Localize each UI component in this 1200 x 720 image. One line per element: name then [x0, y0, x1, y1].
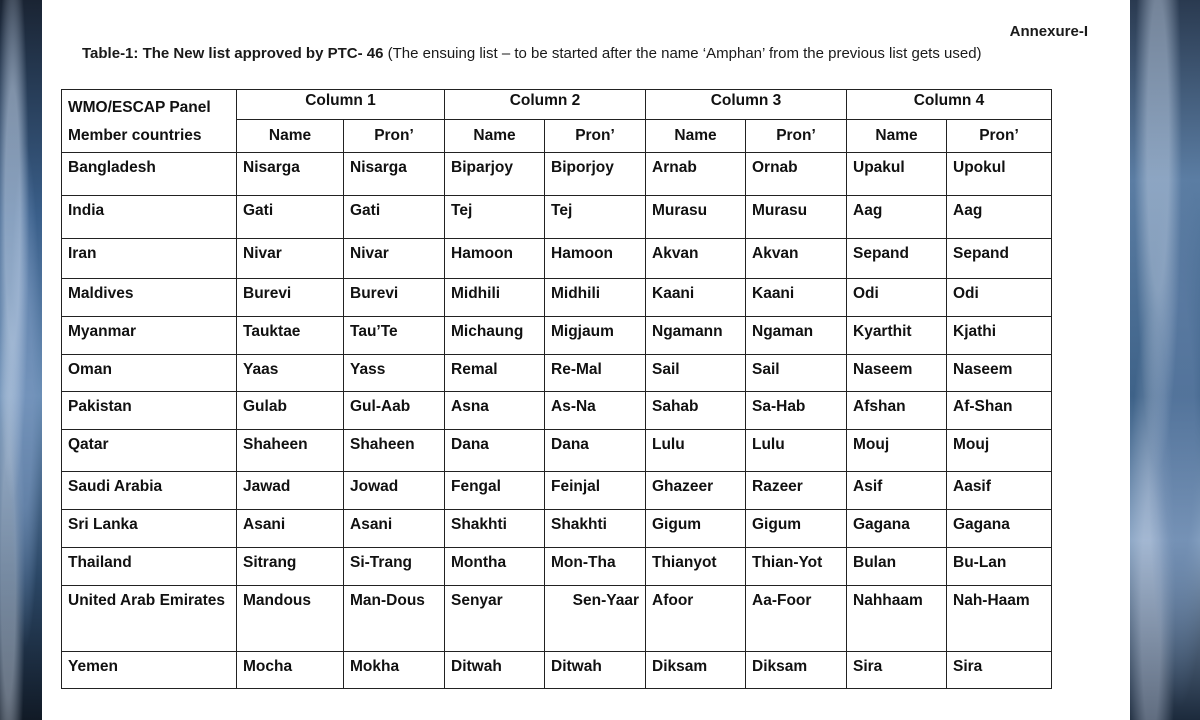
cyclone-name-cell: Kyarthit — [847, 317, 947, 355]
table-row — [62, 430, 1052, 472]
table-caption-title: Table-1: The New list approved by PTC- 46 — [82, 45, 384, 62]
cyclone-name-cell: Remal — [445, 355, 545, 392]
country-cell: Iran — [62, 239, 237, 279]
pronunciation-cell: Nisarga — [344, 153, 445, 196]
country-cell: India — [62, 196, 237, 239]
pronunciation-cell: Mon-Tha — [545, 548, 646, 586]
cyclone-name-cell: Lulu — [646, 430, 746, 472]
pronunciation-cell: Razeer — [746, 472, 847, 510]
document-page — [42, 0, 1130, 720]
pronunciation-cell: Burevi — [344, 279, 445, 317]
pronunciation-cell: Ditwah — [545, 652, 646, 689]
header-panel-countries: WMO/ESCAP Panel Member countries — [62, 90, 237, 153]
pronunciation-cell: Sen-Yaar — [545, 586, 646, 652]
pronunciation-cell: Kjathi — [947, 317, 1052, 355]
pronunciation-cell: Sira — [947, 652, 1052, 689]
pronunciation-cell: Yass — [344, 355, 445, 392]
cyclone-name-cell: Sepand — [847, 239, 947, 279]
table-caption-note: (The ensuing list – to be started after the name ‘Amphan’ from the previous list gets used) — [383, 45, 982, 62]
country-cell: Oman — [62, 355, 237, 392]
pronunciation-cell: Gagana — [947, 510, 1052, 548]
pronunciation-cell: Naseem — [947, 355, 1052, 392]
pronunciation-cell: Asani — [344, 510, 445, 548]
cyclone-name-cell: Akvan — [646, 239, 746, 279]
cyclone-name-cell: Senyar — [445, 586, 545, 652]
pronunciation-cell: Gati — [344, 196, 445, 239]
cyclone-name-cell: Midhili — [445, 279, 545, 317]
table-row — [62, 472, 1052, 510]
pronunciation-cell: Tej — [545, 196, 646, 239]
pronunciation-cell: Odi — [947, 279, 1052, 317]
cyclone-name-cell: Hamoon — [445, 239, 545, 279]
cyclone-name-cell: Nisarga — [237, 153, 344, 196]
subheader-name: Name — [847, 120, 947, 153]
country-cell: Saudi Arabia — [62, 472, 237, 510]
table-row — [62, 153, 1052, 196]
cyclone-name-cell: Nivar — [237, 239, 344, 279]
cyclone-name-cell: Asna — [445, 392, 545, 430]
cyclone-name-cell: Fengal — [445, 472, 545, 510]
cyclone-name-cell: Tauktae — [237, 317, 344, 355]
header-column-1: Column 1 — [237, 90, 445, 120]
pronunciation-cell: Si-Trang — [344, 548, 445, 586]
pronunciation-cell: Gigum — [746, 510, 847, 548]
country-cell: Yemen — [62, 652, 237, 689]
annexure-label: Annexure-I — [1009, 23, 1088, 40]
cyclone-name-cell: Sitrang — [237, 548, 344, 586]
pronunciation-cell: Sa-Hab — [746, 392, 847, 430]
cyclone-name-cell: Naseem — [847, 355, 947, 392]
table-row — [62, 239, 1052, 279]
country-cell: Pakistan — [62, 392, 237, 430]
country-cell: Myanmar — [62, 317, 237, 355]
cyclone-name-cell: Sail — [646, 355, 746, 392]
pronunciation-cell: Migjaum — [545, 317, 646, 355]
table-row — [62, 652, 1052, 689]
pronunciation-cell: Aasif — [947, 472, 1052, 510]
cyclone-name-cell: Asif — [847, 472, 947, 510]
cyclone-name-cell: Sira — [847, 652, 947, 689]
cyclone-name-cell: Gigum — [646, 510, 746, 548]
cyclone-name-cell: Arnab — [646, 153, 746, 196]
country-cell: Qatar — [62, 430, 237, 472]
cyclone-name-cell: Bulan — [847, 548, 947, 586]
cyclone-name-cell: Aag — [847, 196, 947, 239]
cyclone-name-cell: Nahhaam — [847, 586, 947, 652]
cyclone-name-cell: Gati — [237, 196, 344, 239]
pronunciation-cell: Mokha — [344, 652, 445, 689]
table-header-row — [62, 90, 1052, 120]
pronunciation-cell: Nah-Haam — [947, 586, 1052, 652]
pronunciation-cell: Ornab — [746, 153, 847, 196]
cyclone-name-cell: Burevi — [237, 279, 344, 317]
cyclone-name-cell: Yaas — [237, 355, 344, 392]
pronunciation-cell: Shakhti — [545, 510, 646, 548]
cyclone-name-cell: Shaheen — [237, 430, 344, 472]
cyclone-name-cell: Shakhti — [445, 510, 545, 548]
country-cell: Bangladesh — [62, 153, 237, 196]
pronunciation-cell: Tau’Te — [344, 317, 445, 355]
pronunciation-cell: Diksam — [746, 652, 847, 689]
pronunciation-cell: Lulu — [746, 430, 847, 472]
table-row — [62, 196, 1052, 239]
table-row — [62, 355, 1052, 392]
cyclone-name-cell: Dana — [445, 430, 545, 472]
pronunciation-cell: Aag — [947, 196, 1052, 239]
header-column-3: Column 3 — [646, 90, 847, 120]
pronunciation-cell: Jowad — [344, 472, 445, 510]
cyclone-name-cell: Mouj — [847, 430, 947, 472]
pronunciation-cell: Shaheen — [344, 430, 445, 472]
pronunciation-cell: As-Na — [545, 392, 646, 430]
pronunciation-cell: Feinjal — [545, 472, 646, 510]
cyclone-name-cell: Jawad — [237, 472, 344, 510]
cyclone-name-cell: Ditwah — [445, 652, 545, 689]
header-column-2: Column 2 — [445, 90, 646, 120]
cyclone-name-cell: Tej — [445, 196, 545, 239]
pronunciation-cell: Bu-Lan — [947, 548, 1052, 586]
cyclone-name-cell: Thianyot — [646, 548, 746, 586]
pronunciation-cell: Dana — [545, 430, 646, 472]
cyclone-name-cell: Afoor — [646, 586, 746, 652]
table-row — [62, 548, 1052, 586]
cyclone-name-cell: Ghazeer — [646, 472, 746, 510]
cyclone-name-cell: Gulab — [237, 392, 344, 430]
table-row — [62, 510, 1052, 548]
pronunciation-cell: Akvan — [746, 239, 847, 279]
subheader-pron: Pron’ — [746, 120, 847, 153]
table-row — [62, 586, 1052, 652]
cyclone-name-cell: Biparjoy — [445, 153, 545, 196]
pronunciation-cell: Midhili — [545, 279, 646, 317]
country-cell: Sri Lanka — [62, 510, 237, 548]
cyclone-name-cell: Mocha — [237, 652, 344, 689]
cyclone-name-cell: Diksam — [646, 652, 746, 689]
cyclone-name-cell: Mandous — [237, 586, 344, 652]
country-cell: United Arab Emirates — [62, 586, 237, 652]
cyclone-names-table — [61, 89, 1052, 689]
pronunciation-cell: Af-Shan — [947, 392, 1052, 430]
cyclone-name-cell: Kaani — [646, 279, 746, 317]
pronunciation-cell: Man-Dous — [344, 586, 445, 652]
header-column-4: Column 4 — [847, 90, 1052, 120]
cyclone-name-cell: Odi — [847, 279, 947, 317]
cyclone-name-cell: Asani — [237, 510, 344, 548]
cyclone-name-cell: Montha — [445, 548, 545, 586]
cyclone-name-cell: Ngamann — [646, 317, 746, 355]
pronunciation-cell: Thian-Yot — [746, 548, 847, 586]
cyclone-name-cell: Murasu — [646, 196, 746, 239]
table-caption — [82, 45, 1122, 62]
cyclone-name-cell: Upakul — [847, 153, 947, 196]
cyclone-name-cell: Michaung — [445, 317, 545, 355]
subheader-pron: Pron’ — [344, 120, 445, 153]
pronunciation-cell: Mouj — [947, 430, 1052, 472]
subheader-pron: Pron’ — [947, 120, 1052, 153]
table-row — [62, 279, 1052, 317]
pronunciation-cell: Re-Mal — [545, 355, 646, 392]
pronunciation-cell: Sepand — [947, 239, 1052, 279]
subheader-name: Name — [237, 120, 344, 153]
pronunciation-cell: Murasu — [746, 196, 847, 239]
subheader-pron: Pron’ — [545, 120, 646, 153]
country-cell: Maldives — [62, 279, 237, 317]
country-cell: Thailand — [62, 548, 237, 586]
table-row — [62, 392, 1052, 430]
cyclone-name-cell: Afshan — [847, 392, 947, 430]
pronunciation-cell: Gul-Aab — [344, 392, 445, 430]
table-row — [62, 317, 1052, 355]
pronunciation-cell: Nivar — [344, 239, 445, 279]
pronunciation-cell: Kaani — [746, 279, 847, 317]
pronunciation-cell: Ngaman — [746, 317, 847, 355]
pronunciation-cell: Hamoon — [545, 239, 646, 279]
pronunciation-cell: Aa-Foor — [746, 586, 847, 652]
background-earth-right — [1130, 0, 1200, 720]
cyclone-name-cell: Sahab — [646, 392, 746, 430]
pronunciation-cell: Biporjoy — [545, 153, 646, 196]
cyclone-name-cell: Gagana — [847, 510, 947, 548]
subheader-name: Name — [445, 120, 545, 153]
pronunciation-cell: Upokul — [947, 153, 1052, 196]
pronunciation-cell: Sail — [746, 355, 847, 392]
subheader-name: Name — [646, 120, 746, 153]
background-earth-left — [0, 0, 42, 720]
